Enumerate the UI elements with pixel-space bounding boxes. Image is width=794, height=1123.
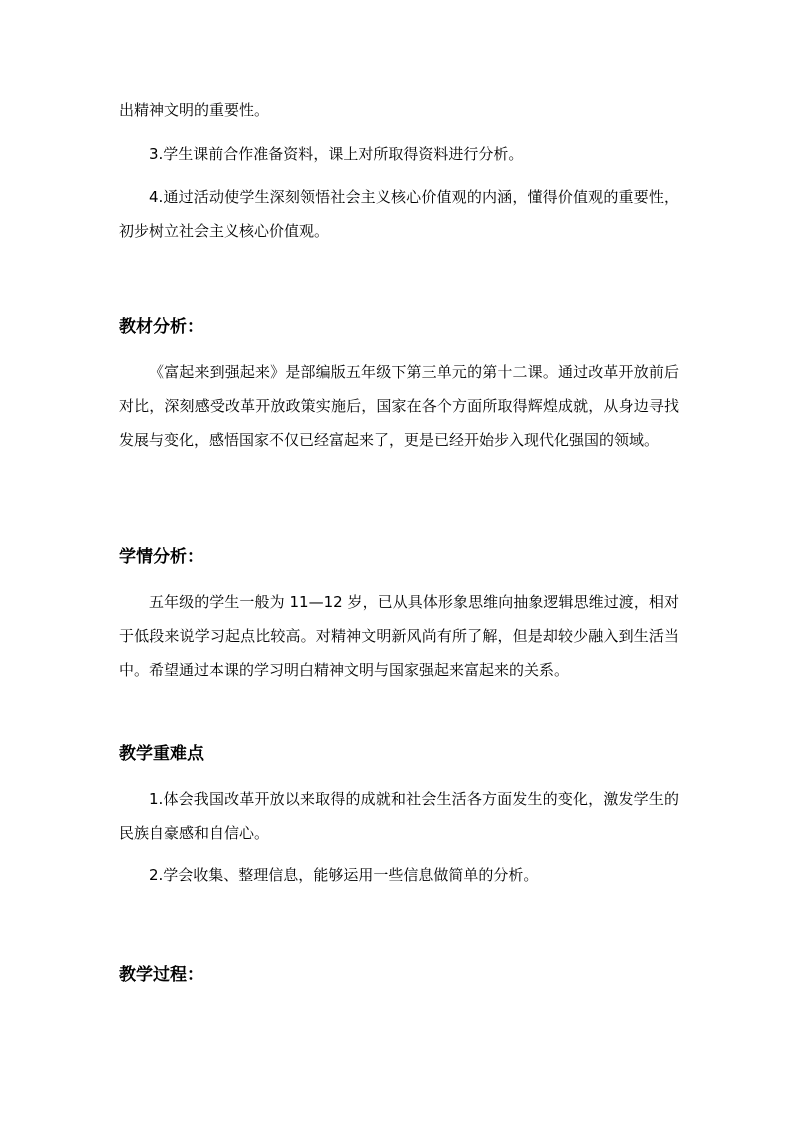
objective-item-3: 3.学生课前合作准备资料，课上对所取得资料进行分析。: [149, 145, 524, 163]
key-point-item-2: 2.学会收集、整理信息，能够运用一些信息做简单的分析。: [149, 866, 539, 884]
textbook-analysis-heading: 教材分析：: [119, 317, 204, 337]
objective-continued-line: 出精神文明的重要性。: [119, 101, 270, 119]
student-analysis-body: 五年级的学生一般为 11—12 岁，已从具体形象思维向抽象逻辑思维过渡，相对于低段来说学习起点比较高。对精神文明新风尚有所了解，但是却较少融入到生活当中。希望通过本课的学习明白精神文明与国家强起来富起来的关系。: [119, 593, 679, 679]
textbook-analysis-body: 《富起来到强起来》是部编版五年级下第三单元的第十二课。通过改革开放前后对比，深刻感受改革开放政策实施后，国家在各个方面所取得辉煌成就，从身边寻找发展与变化，感悟国家不仅已经富起来了，更是已经开始步入现代化强国的领域。: [119, 363, 679, 449]
key-point-item-1: 1.体会我国改革开放以来取得的成就和社会生活各方面发生的变化，激发学生的民族自豪感和自信心。: [119, 790, 679, 842]
teaching-process-heading: 教学过程：: [119, 965, 204, 985]
key-difficult-points-heading: 教学重难点: [119, 744, 204, 764]
student-analysis-heading: 学情分析：: [119, 547, 204, 567]
objective-item-4: 4.通过活动使学生深刻领悟社会主义核心价值观的内涵，懂得价值观的重要性，初步树立社会主义核心价值观。: [119, 188, 679, 240]
